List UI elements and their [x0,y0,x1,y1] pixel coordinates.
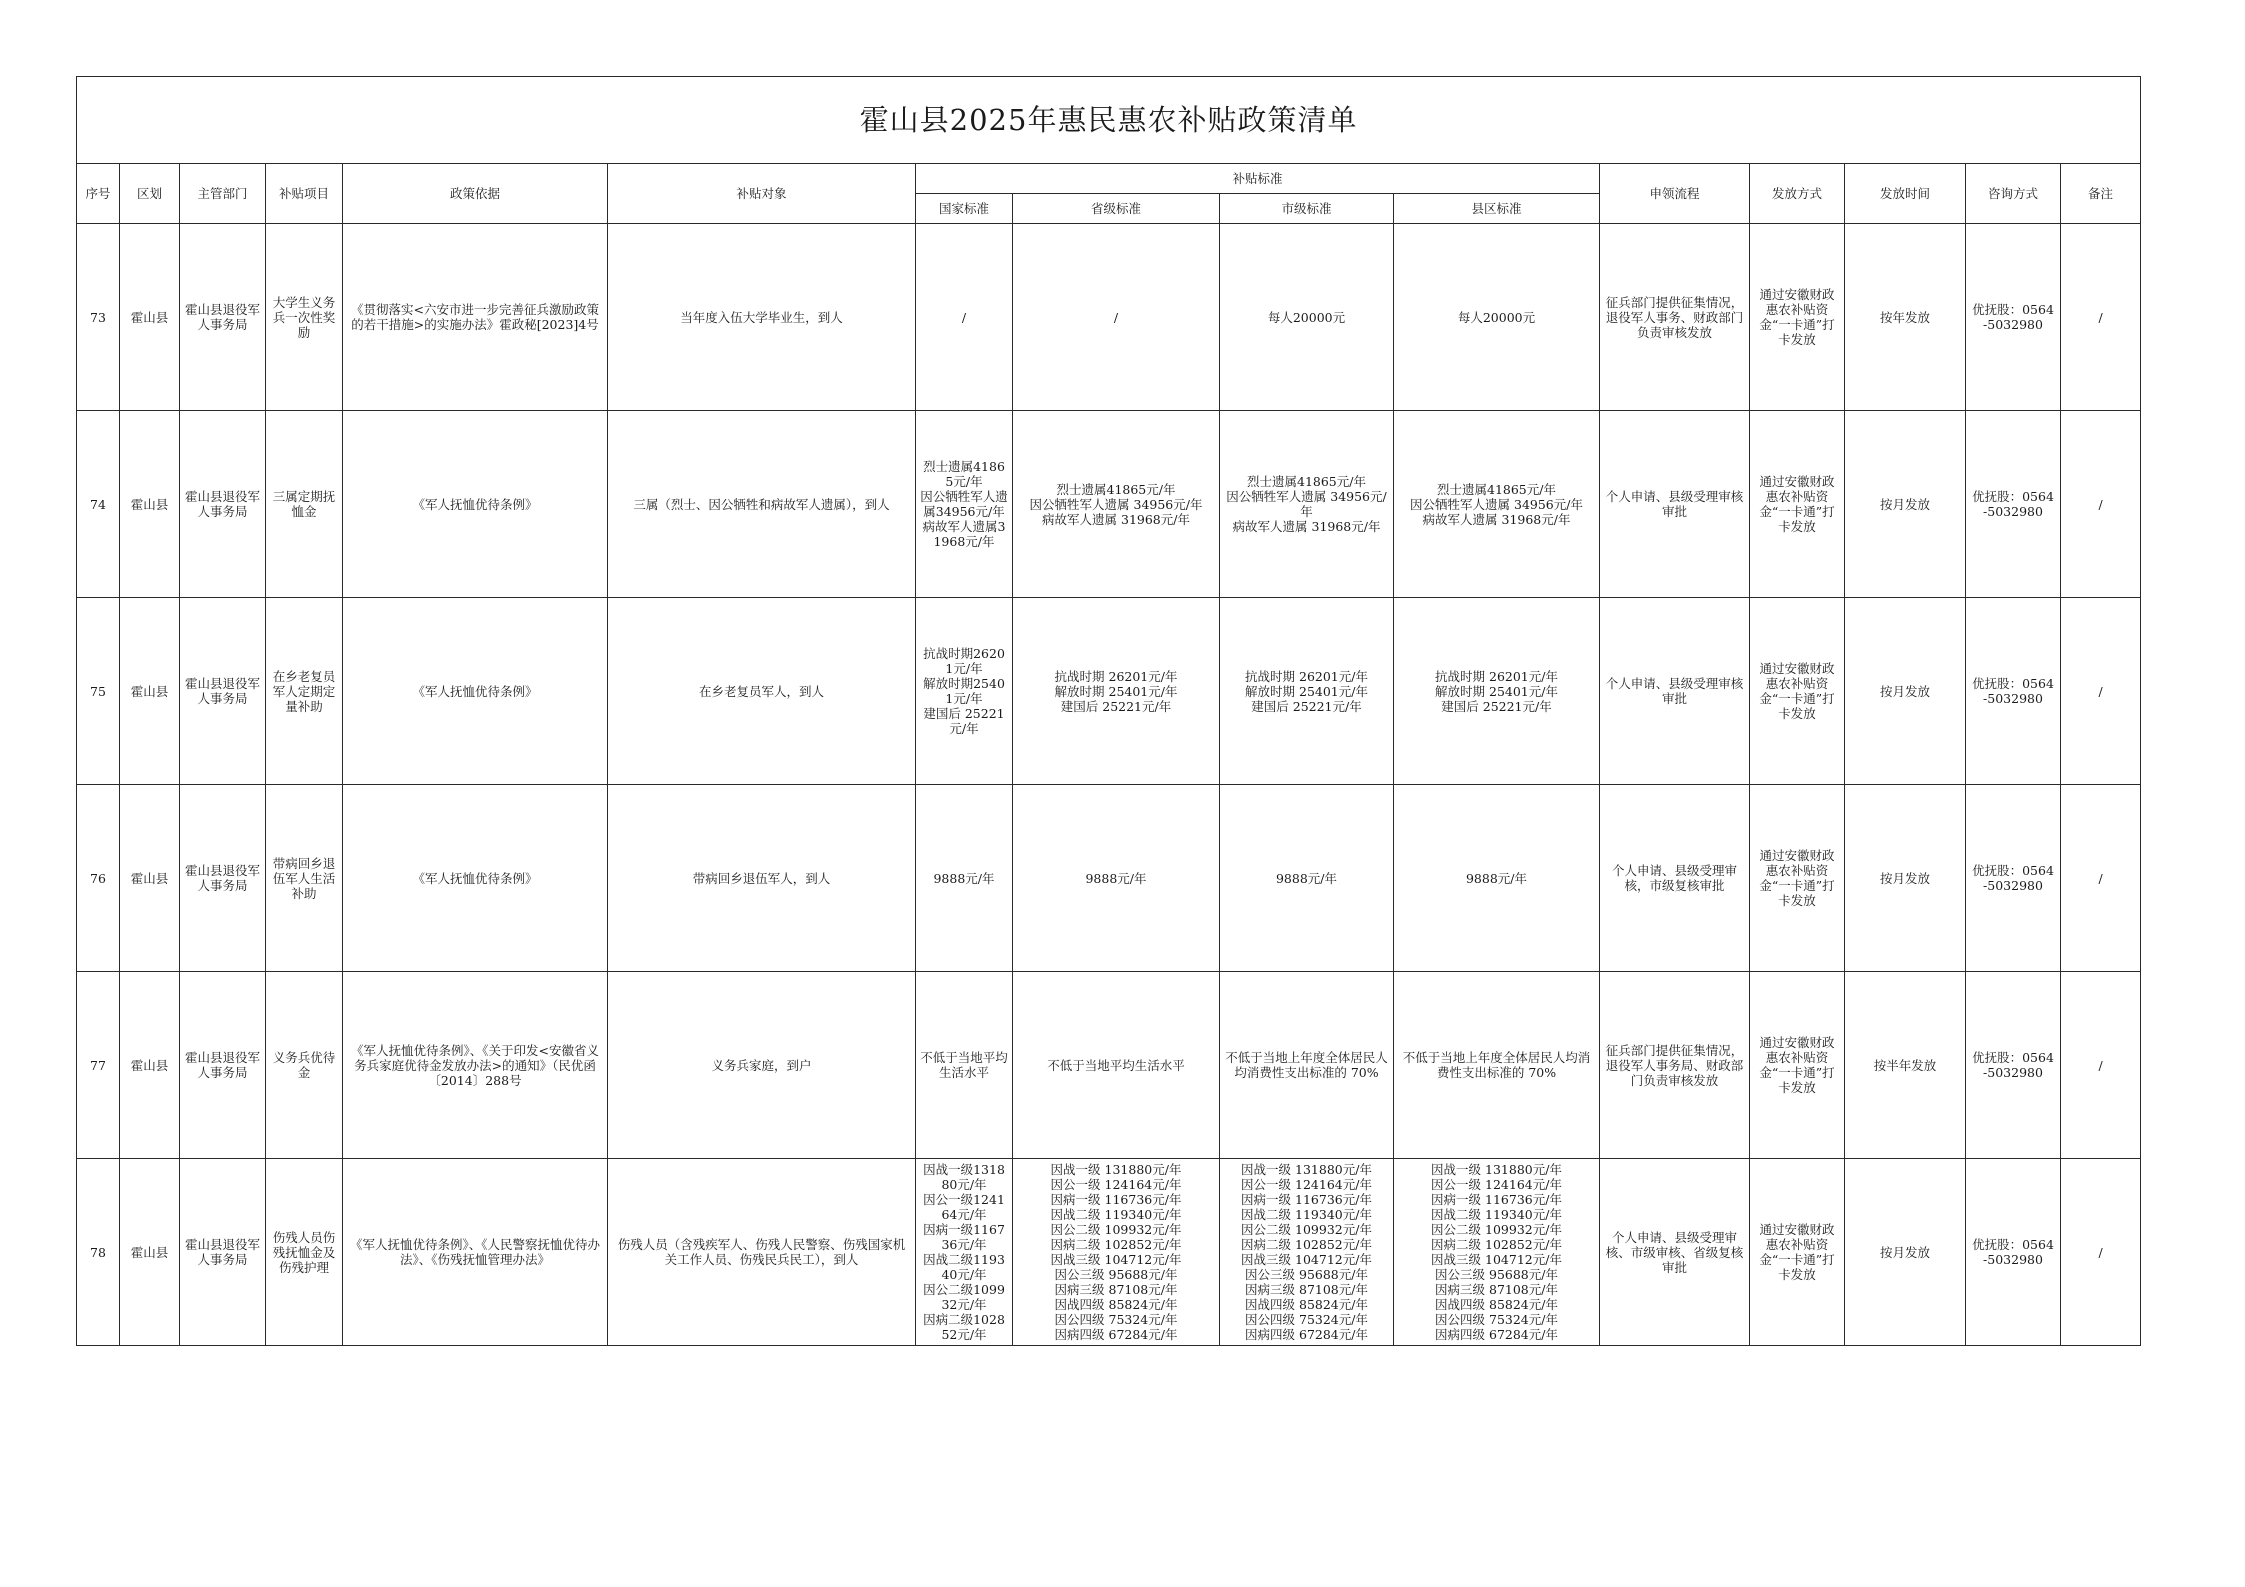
cell-department: 霍山县退役军人事务局 [180,598,266,785]
cell-time: 按年发放 [1845,224,1966,411]
cell-process: 征兵部门提供征集情况，退役军人事务局、财政部门负责审核发放 [1600,972,1750,1159]
cell-provincial: 抗战时期 26201元/年 解放时期 25401元/年 建国后 25221元/年 [1013,598,1220,785]
cell-basis: 《军人抚恤优待条例》 [343,598,608,785]
cell-city: 烈士遗属41865元/年 因公牺牲军人遗属 34956元/年 病故军人遗属 31968元/年 [1220,411,1394,598]
header-county: 县区标准 [1394,194,1600,224]
cell-national-wrap [916,1159,1013,1346]
table-row [77,598,2141,785]
header-remark: 备注 [2061,164,2141,224]
cell-contact: 优抚股：0564-5032980 [1966,411,2061,598]
cell-department: 霍山县退役军人事务局 [180,1159,266,1346]
header-department: 主管部门 [180,164,266,224]
cell-city: 每人20000元 [1220,224,1394,411]
cell-provincial: 因战一级 131880元/年 因公一级 124164元/年 因病一级 116736元/年 因战二级 119340元/年 因公二级 109932元/年 因病二级 102852元/年 因战三级 104712元/年 因公三级 95688元/年 因病三级 87108元/年 因战四级 85824元/年 因公四级 75324元/年 因病四级 67284元/年 [1050,1162,1182,1342]
page-title: 霍山县2025年惠民惠农补贴政策清单 [77,77,2141,164]
cell-process: 征兵部门提供征集情况，退役军人事务、财政部门负责审核发放 [1600,224,1750,411]
cell-region: 霍山县 [120,224,180,411]
cell-department: 霍山县退役军人事务局 [180,785,266,972]
header-provincial: 省级标准 [1013,194,1220,224]
cell-target: 伤残人员（含残疾军人、伤残人民警察、伤残国家机关工作人员、伤残民兵民工），到人 [608,1159,916,1346]
header-seq: 序号 [77,164,120,224]
cell-remark: / [2061,1159,2141,1346]
cell-remark: / [2061,598,2141,785]
cell-basis: 《军人抚恤优待条例》 [343,785,608,972]
cell-city: 因战一级 131880元/年 因公一级 124164元/年 因病一级 116736元/年 因战二级 119340元/年 因公二级 109932元/年 因病二级 102852元/年 因战三级 104712元/年 因公三级 95688元/年 因病三级 87108元/年 因战四级 85824元/年 因公四级 75324元/年 因病四级 67284元/年 [1241,1162,1372,1342]
cell-national: 抗战时期26201元/年 解放时期25401元/年 建国后 25221元/年 [916,598,1013,785]
cell-time: 按月发放 [1845,785,1966,972]
cell-city: 抗战时期 26201元/年 解放时期 25401元/年 建国后 25221元/年 [1220,598,1394,785]
header-time: 发放时间 [1845,164,1966,224]
cell-item: 大学生义务兵一次性奖励 [266,224,343,411]
cell-provincial: 不低于当地平均生活水平 [1013,972,1220,1159]
cell-method: 通过安徽财政惠农补贴资金“一卡通”打卡发放 [1750,224,1845,411]
cell-county: 不低于当地上年度全体居民人均消费性支出标准的 70% [1394,972,1600,1159]
cell-provincial: / [1013,224,1220,411]
cell-seq: 75 [77,598,120,785]
table-row [77,972,2141,1159]
cell-target: 三属（烈士、因公牺牲和病故军人遗属），到人 [608,411,916,598]
cell-county: 9888元/年 [1394,785,1600,972]
header-city: 市级标准 [1220,194,1394,224]
cell-process: 个人申请、县级受理审核，市级复核审批 [1600,785,1750,972]
header-standard-group: 补贴标准 [916,164,1600,194]
cell-remark: / [2061,972,2141,1159]
cell-process: 个人申请、县级受理审核、市级审核、省级复核审批 [1600,1159,1750,1346]
cell-target: 义务兵家庭，到户 [608,972,916,1159]
cell-county: 抗战时期 26201元/年 解放时期 25401元/年 建国后 25221元/年 [1394,598,1600,785]
cell-contact: 优抚股：0564-5032980 [1966,972,2061,1159]
cell-national: / [916,224,1013,411]
header-method: 发放方式 [1750,164,1845,224]
cell-method: 通过安徽财政惠农补贴资金“一卡通”打卡发放 [1750,972,1845,1159]
cell-item: 带病回乡退伍军人生活补助 [266,785,343,972]
cell-item: 在乡老复员军人定期定量补助 [266,598,343,785]
cell-item: 伤残人员伤残抚恤金及伤残护理 [266,1159,343,1346]
cell-national: 烈士遗属41865元/年 因公牺牲军人遗属34956元/年 病故军人遗属31968元/年 [916,411,1013,598]
cell-time: 按月发放 [1845,411,1966,598]
table-row [77,1159,2141,1346]
header-region: 区划 [120,164,180,224]
cell-method: 通过安徽财政惠农补贴资金“一卡通”打卡发放 [1750,785,1845,972]
cell-region: 霍山县 [120,1159,180,1346]
cell-basis: 《军人抚恤优待条例》、《人民警察抚恤优待办法》、《伤残抚恤管理办法》 [343,1159,608,1346]
cell-time: 按月发放 [1845,598,1966,785]
header-process: 申领流程 [1600,164,1750,224]
cell-contact: 优抚股：0564-5032980 [1966,1159,2061,1346]
cell-provincial: 9888元/年 [1013,785,1220,972]
cell-contact: 优抚股：0564-5032980 [1966,598,2061,785]
cell-time: 按月发放 [1845,1159,1966,1346]
cell-remark: / [2061,411,2141,598]
cell-national: 不低于当地平均生活水平 [916,972,1013,1159]
header-national: 国家标准 [916,194,1013,224]
cell-region: 霍山县 [120,785,180,972]
cell-seq: 76 [77,785,120,972]
cell-county: 因战一级 131880元/年 因公一级 124164元/年 因病一级 116736元/年 因战二级 119340元/年 因公二级 109932元/年 因病二级 102852元/年 因战三级 104712元/年 因公三级 95688元/年 因病三级 87108元/年 因战四级 85824元/年 因公四级 75324元/年 因病四级 67284元/年 [1431,1162,1562,1342]
cell-national: 9888元/年 [916,785,1013,972]
cell-department: 霍山县退役军人事务局 [180,224,266,411]
cell-contact: 优抚股：0564-5032980 [1966,224,2061,411]
cell-county: 烈士遗属41865元/年 因公牺牲军人遗属 34956元/年 病故军人遗属 31968元/年 [1394,411,1600,598]
cell-region: 霍山县 [120,411,180,598]
header-basis: 政策依据 [343,164,608,224]
cell-target: 带病回乡退伍军人，到人 [608,785,916,972]
cell-city-wrap [1220,1159,1394,1346]
cell-region: 霍山县 [120,598,180,785]
table-row [77,224,2141,411]
cell-seq: 77 [77,972,120,1159]
header-target: 补贴对象 [608,164,916,224]
cell-seq: 73 [77,224,120,411]
cell-city: 不低于当地上年度全体居民人均消费性支出标准的 70% [1220,972,1394,1159]
header-contact: 咨询方式 [1966,164,2061,224]
cell-process: 个人申请、县级受理审核审批 [1600,598,1750,785]
table-row [77,411,2141,598]
cell-target: 在乡老复员军人，到人 [608,598,916,785]
cell-remark: / [2061,785,2141,972]
cell-region: 霍山县 [120,972,180,1159]
cell-department: 霍山县退役军人事务局 [180,972,266,1159]
cell-basis: 《军人抚恤优待条例》 [343,411,608,598]
cell-national: 因战一级131880元/年 因公一级124164元/年 因病一级116736元/年 因战二级119340元/年 因公二级109932元/年 因病二级102852元/年 [923,1162,1005,1342]
cell-remark: / [2061,224,2141,411]
policy-sheet [76,76,2140,1346]
cell-county: 每人20000元 [1394,224,1600,411]
policy-table [76,76,2141,1346]
cell-county-wrap [1394,1159,1600,1346]
cell-provincial: 烈士遗属41865元/年 因公牺牲军人遗属 34956元/年 病故军人遗属 31968元/年 [1013,411,1220,598]
cell-process: 个人申请、县级受理审核审批 [1600,411,1750,598]
table-row [77,785,2141,972]
cell-item: 三属定期抚恤金 [266,411,343,598]
cell-item: 义务兵优待金 [266,972,343,1159]
cell-method: 通过安徽财政惠农补贴资金“一卡通”打卡发放 [1750,598,1845,785]
cell-basis: 《军人抚恤优待条例》、《关于印发<安徽省义务兵家庭优待金发放办法>的通知》（民优函〔2014〕288号 [343,972,608,1159]
cell-provincial-wrap [1013,1159,1220,1346]
cell-seq: 74 [77,411,120,598]
header-item: 补贴项目 [266,164,343,224]
cell-department: 霍山县退役军人事务局 [180,411,266,598]
cell-city: 9888元/年 [1220,785,1394,972]
cell-contact: 优抚股：0564-5032980 [1966,785,2061,972]
cell-method: 通过安徽财政惠农补贴资金“一卡通”打卡发放 [1750,411,1845,598]
cell-time: 按半年发放 [1845,972,1966,1159]
cell-target: 当年度入伍大学毕业生，到人 [608,224,916,411]
cell-method: 通过安徽财政惠农补贴资金“一卡通”打卡发放 [1750,1159,1845,1346]
cell-seq: 78 [77,1159,120,1346]
cell-basis: 《贯彻落实<六安市进一步完善征兵激励政策的若干措施>的实施办法》霍政秘[2023]4号 [343,224,608,411]
